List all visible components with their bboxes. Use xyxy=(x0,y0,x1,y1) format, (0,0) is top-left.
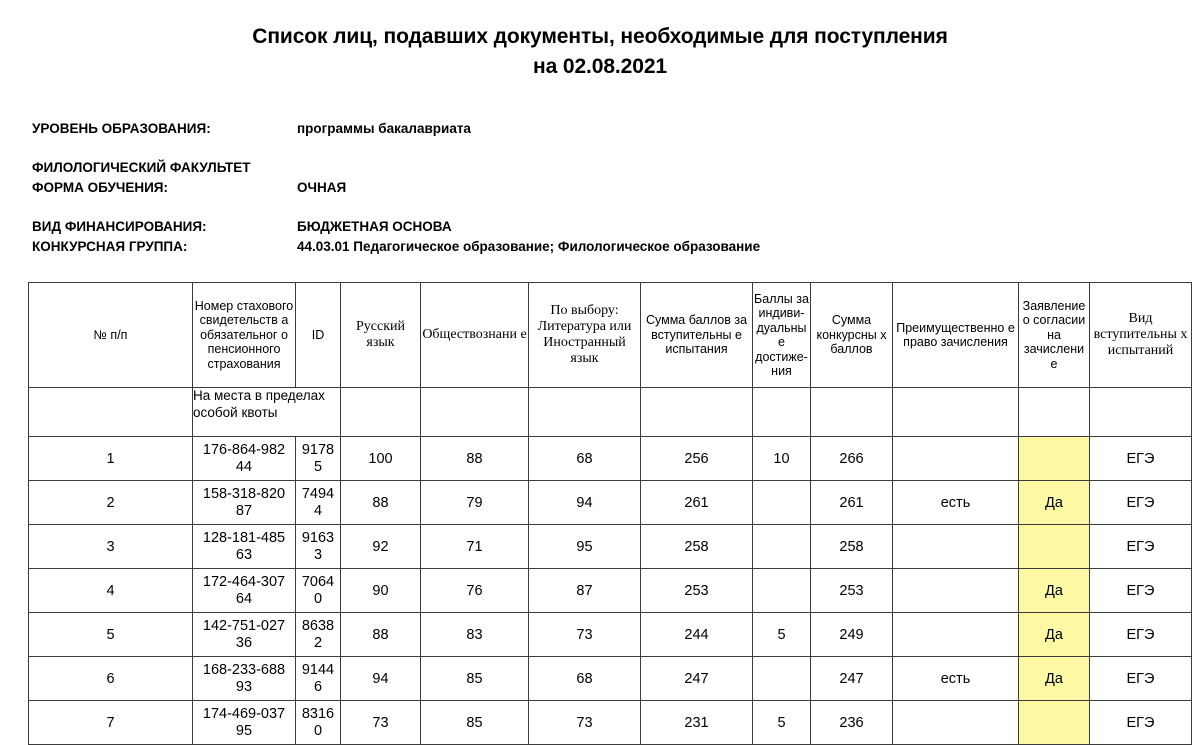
section-cell-empty xyxy=(893,388,1019,437)
cell-exam-sum: 253 xyxy=(641,569,753,613)
cell-russian: 92 xyxy=(341,525,421,569)
cell-number: 2 xyxy=(29,481,193,525)
cell-individual: 10 xyxy=(753,437,811,481)
cell-total-sum: 247 xyxy=(811,657,893,701)
table-row xyxy=(29,437,1192,481)
cell-privilege: есть xyxy=(893,481,1019,525)
cell-number: 4 xyxy=(29,569,193,613)
cell-number: 3 xyxy=(29,525,193,569)
cell-elective: 95 xyxy=(529,525,641,569)
section-cell-empty xyxy=(29,388,193,437)
cell-snils: 172-464-307 64 xyxy=(193,569,296,613)
column-header-elective: По выбору: Литература или Иностранный язык xyxy=(529,283,641,388)
education-level-value: программы бакалавриата xyxy=(297,121,471,136)
page-title xyxy=(0,0,1200,82)
section-label-special-quota: На места в пределах особой квоты xyxy=(193,388,341,437)
column-header-id: ID xyxy=(296,283,341,388)
cell-id: 7494 4 xyxy=(296,481,341,525)
column-header-privilege: Преимущественно е право зачисления xyxy=(893,283,1019,388)
study-form-label: ФОРМА ОБУЧЕНИЯ: xyxy=(32,180,169,195)
cell-privilege xyxy=(893,569,1019,613)
cell-elective: 73 xyxy=(529,701,641,745)
cell-individual xyxy=(753,569,811,613)
cell-privilege xyxy=(893,613,1019,657)
cell-social: 76 xyxy=(421,569,529,613)
education-level-label: УРОВЕНЬ ОБРАЗОВАНИЯ: xyxy=(32,121,211,136)
section-cell-empty xyxy=(1019,388,1090,437)
cell-elective: 68 xyxy=(529,437,641,481)
cell-number: 6 xyxy=(29,657,193,701)
cell-elective: 94 xyxy=(529,481,641,525)
competition-group-value: 44.03.01 Педагогическое образование; Филологическое образование xyxy=(297,239,761,254)
cell-exam-sum: 247 xyxy=(641,657,753,701)
table-row xyxy=(29,613,1192,657)
table-row xyxy=(29,481,1192,525)
column-header-individual-points: Баллы за индиви- дуальны е достиже- ния xyxy=(753,283,811,388)
cell-total-sum: 266 xyxy=(811,437,893,481)
faculty-name: ФИЛОЛОГИЧЕСКИЙ ФАКУЛЬТЕТ xyxy=(32,160,251,175)
cell-russian: 73 xyxy=(341,701,421,745)
cell-elective: 68 xyxy=(529,657,641,701)
section-cell-empty xyxy=(421,388,529,437)
cell-social: 71 xyxy=(421,525,529,569)
column-header-snils: Номер стахового свидетельств а обязательног о пенсионного страхования xyxy=(193,283,296,388)
cell-privilege xyxy=(893,701,1019,745)
column-header-consent: Заявление о согласии на зачислени е xyxy=(1019,283,1090,388)
column-header-exam-sum: Сумма баллов за вступительны е испытания xyxy=(641,283,753,388)
cell-snils: 128-181-485 63 xyxy=(193,525,296,569)
cell-exam-sum: 244 xyxy=(641,613,753,657)
funding-label: ВИД ФИНАНСИРОВАНИЯ: xyxy=(32,219,207,234)
study-form-value: ОЧНАЯ xyxy=(297,180,347,195)
section-cell-empty xyxy=(753,388,811,437)
table-body xyxy=(29,388,1192,745)
document-meta xyxy=(0,120,1200,255)
cell-individual xyxy=(753,481,811,525)
funding-value: БЮДЖЕТНАЯ ОСНОВА xyxy=(297,219,452,234)
cell-individual xyxy=(753,525,811,569)
column-header-total-sum: Сумма конкурсны х баллов xyxy=(811,283,893,388)
cell-exam-sum: 258 xyxy=(641,525,753,569)
cell-consent xyxy=(1019,525,1090,569)
cell-exam-sum: 256 xyxy=(641,437,753,481)
cell-snils: 174-469-037 95 xyxy=(193,701,296,745)
cell-id: 7064 0 xyxy=(296,569,341,613)
cell-exam-type: ЕГЭ xyxy=(1090,569,1192,613)
cell-total-sum: 258 xyxy=(811,525,893,569)
column-header-number: № п/п xyxy=(29,283,193,388)
cell-id: 9178 5 xyxy=(296,437,341,481)
section-cell-empty xyxy=(529,388,641,437)
cell-social: 85 xyxy=(421,657,529,701)
cell-exam-sum: 231 xyxy=(641,701,753,745)
section-cell-empty xyxy=(641,388,753,437)
cell-number: 1 xyxy=(29,437,193,481)
cell-social: 83 xyxy=(421,613,529,657)
cell-exam-type: ЕГЭ xyxy=(1090,701,1192,745)
cell-consent: Да xyxy=(1019,481,1090,525)
cell-snils: 168-233-688 93 xyxy=(193,657,296,701)
cell-id: 9163 3 xyxy=(296,525,341,569)
cell-consent xyxy=(1019,437,1090,481)
table-header-row xyxy=(29,283,1192,388)
cell-individual: 5 xyxy=(753,613,811,657)
column-header-social-studies: Обществознани е xyxy=(421,283,529,388)
table-row xyxy=(29,657,1192,701)
cell-total-sum: 236 xyxy=(811,701,893,745)
meta-spacer xyxy=(32,196,1200,218)
meta-row-competition-group xyxy=(32,238,1200,255)
cell-exam-type: ЕГЭ xyxy=(1090,657,1192,701)
meta-row-education-level xyxy=(32,120,1200,137)
column-header-exam-type: Вид вступительны х испытаний xyxy=(1090,283,1192,388)
cell-individual xyxy=(753,657,811,701)
page-title-line2: на 02.08.2021 xyxy=(532,55,667,78)
cell-russian: 100 xyxy=(341,437,421,481)
cell-snils: 142-751-027 36 xyxy=(193,613,296,657)
applicants-table-container xyxy=(28,282,1188,745)
cell-id: 9144 6 xyxy=(296,657,341,701)
meta-row-funding xyxy=(32,218,1200,235)
cell-exam-type: ЕГЭ xyxy=(1090,613,1192,657)
cell-privilege xyxy=(893,525,1019,569)
cell-total-sum: 261 xyxy=(811,481,893,525)
cell-snils: 176-864-982 44 xyxy=(193,437,296,481)
cell-exam-type: ЕГЭ xyxy=(1090,481,1192,525)
cell-individual: 5 xyxy=(753,701,811,745)
table-section-row xyxy=(29,388,1192,437)
cell-russian: 90 xyxy=(341,569,421,613)
applicants-table xyxy=(28,282,1192,745)
cell-consent: Да xyxy=(1019,613,1090,657)
table-header xyxy=(29,283,1192,388)
cell-id: 8638 2 xyxy=(296,613,341,657)
section-cell-empty xyxy=(1090,388,1192,437)
cell-social: 79 xyxy=(421,481,529,525)
cell-russian: 94 xyxy=(341,657,421,701)
table-row xyxy=(29,525,1192,569)
cell-consent: Да xyxy=(1019,657,1090,701)
table-row xyxy=(29,569,1192,613)
cell-consent: Да xyxy=(1019,569,1090,613)
cell-exam-type: ЕГЭ xyxy=(1090,525,1192,569)
cell-elective: 87 xyxy=(529,569,641,613)
section-cell-empty xyxy=(811,388,893,437)
cell-russian: 88 xyxy=(341,481,421,525)
column-header-russian: Русский язык xyxy=(341,283,421,388)
cell-total-sum: 253 xyxy=(811,569,893,613)
cell-privilege: есть xyxy=(893,657,1019,701)
cell-exam-sum: 261 xyxy=(641,481,753,525)
cell-privilege xyxy=(893,437,1019,481)
cell-social: 88 xyxy=(421,437,529,481)
cell-id: 8316 0 xyxy=(296,701,341,745)
meta-spacer xyxy=(32,137,1200,159)
cell-exam-type: ЕГЭ xyxy=(1090,437,1192,481)
page-title-line1: Список лиц, подавших документы, необходимые для поступления xyxy=(252,25,948,48)
cell-consent xyxy=(1019,701,1090,745)
meta-row-study-form xyxy=(32,179,1200,196)
competition-group-label: КОНКУРСНАЯ ГРУППА: xyxy=(32,239,188,254)
cell-number: 7 xyxy=(29,701,193,745)
cell-total-sum: 249 xyxy=(811,613,893,657)
table-row xyxy=(29,701,1192,745)
cell-social: 85 xyxy=(421,701,529,745)
cell-russian: 88 xyxy=(341,613,421,657)
cell-elective: 73 xyxy=(529,613,641,657)
section-cell-empty xyxy=(341,388,421,437)
cell-number: 5 xyxy=(29,613,193,657)
cell-snils: 158-318-820 87 xyxy=(193,481,296,525)
